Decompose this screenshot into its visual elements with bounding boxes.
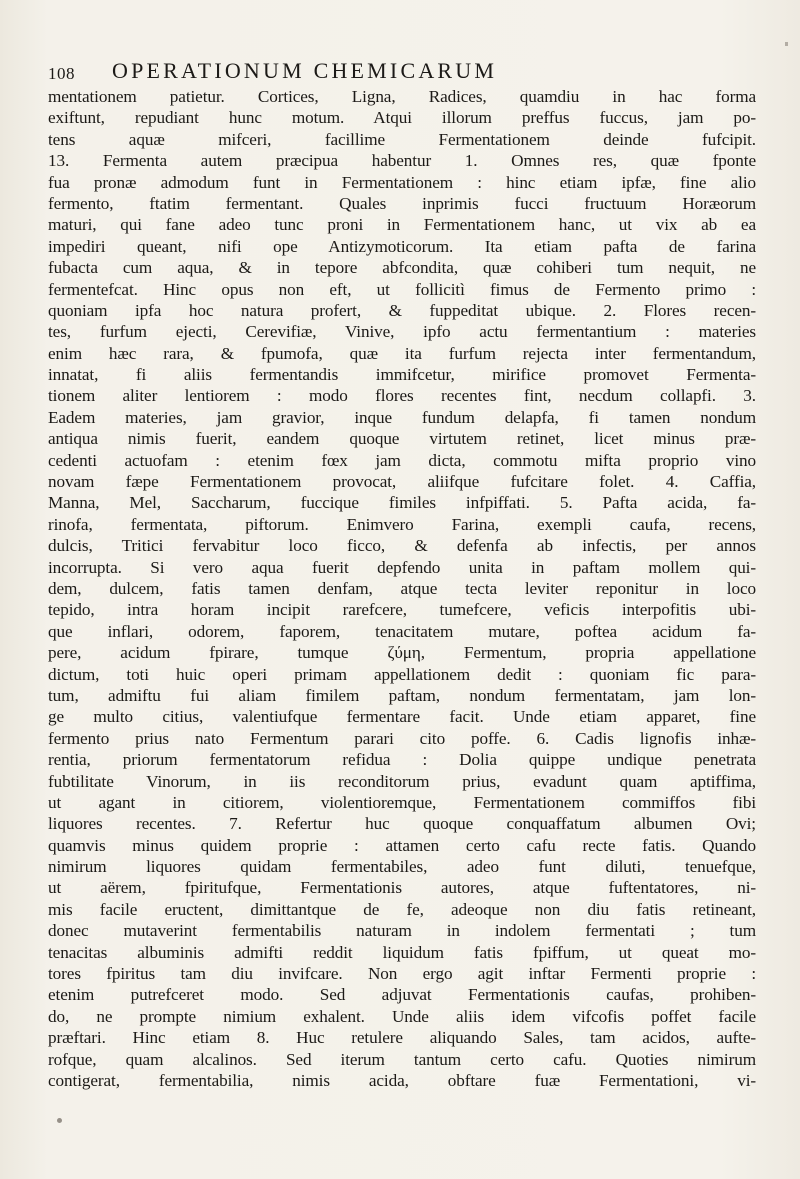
text-line: tens aquæ mifceri, facillime Fermentationem deinde fufcipit. (48, 129, 756, 149)
text-line: exiftunt, repudiant hunc motum. Atqui illorum preffus fuccus, jam po- (48, 108, 756, 128)
text-line: dictum, toti huic operi primam appellationem dedit : quoniam fic para- (48, 664, 756, 684)
text-line: ge multo citius, valentiufque fermentare facit. Unde etiam apparet, fine (48, 707, 756, 727)
text-line: fubtilitate Vinorum, in iis reconditorum prius, evadunt quam aptiffima, (48, 771, 756, 791)
running-head: OPERATIONUM CHEMICARUM (112, 58, 498, 83)
text-line: ut aërem, fpiritufque, Fermentationis autores, atque fuftentatores, ni- (48, 878, 756, 898)
text-line: præftari. Hinc etiam 8. Huc retulere aliquando Sales, tam acidos, aufte- (48, 1028, 756, 1048)
text-line: tores fpiritus tam diu invifcare. Non ergo agit inftar Fermenti proprie : (48, 964, 756, 984)
text-line: Eadem materies, jam gravior, inque fundum delapfa, fi tamen nondum (48, 407, 756, 427)
text-line: fermento, ftatim fermentant. Quales inprimis fucci fructuum Horæorum (48, 193, 756, 213)
text-line: mentationem patietur. Cortices, Ligna, Radices, quamdiu in hac forma (48, 87, 756, 106)
text-line: rentia, priorum fermentatorum refidua : Dolia quippe undique penetrata (48, 750, 756, 770)
text-line: do, ne prompte nimium exhalent. Unde aliis idem vifcofis poffet facile (48, 1006, 756, 1026)
text-line: etenim putrefceret modo. Sed adjuvat Fermentationis caufas, prohiben- (48, 985, 756, 1005)
text-line: tum, admiftu fui aliam fimilem paftam, nondum fermentatam, jam lon- (48, 685, 756, 705)
text-line: antiqua nimis fuerit, eandem quoque virtutem retinet, licet minus præ- (48, 429, 756, 449)
text-line: novam fæpe Fermentationem provocat, aliifque fufcitare folet. 4. Caffia, (48, 472, 756, 492)
page-header (48, 58, 748, 88)
text-line: pere, acidum fpirare, tumque ζύμη, Fermentum, propria appellatione (48, 643, 756, 663)
text-line: innatat, fi aliis fermentandis immifcetur, mirifice promovet Fermenta- (48, 365, 756, 385)
text-line: rinofa, fermentata, piftorum. Enimvero Farina, exempli caufa, recens, (48, 514, 756, 534)
paper-speck (785, 42, 788, 46)
text-line: contigerat, fermentabilia, nimis acida, obftare fuæ Fermentationi, vi- (48, 1070, 756, 1090)
text-line: fermentefcat. Hinc opus non eft, ut follicitì fimus de Fermento primo : (48, 279, 756, 299)
text-line: maturi, qui fane adeo tunc proni in Fermentationem hanc, ut vix ab ea (48, 215, 756, 235)
text-line: ut agant in citiorem, violentioremque, Fermentationem commiffos fibi (48, 792, 756, 812)
text-line: donec mutaverint fermentabilis naturam in indolem fermentati ; tum (48, 921, 756, 941)
text-line: tes, furfum ejecti, Cerevifiæ, Vinive, ipfo actu fermentantium : materies (48, 322, 756, 342)
text-line: quamvis minus quidem proprie : attamen certo cafu recte fatis. Quando (48, 835, 756, 855)
text-line: Manna, Mel, Saccharum, fuccique fimiles infpiffati. 5. Pafta acida, fa- (48, 493, 756, 513)
text-line: cedenti actuofam : etenim fœx jam dicta, commotu mifta proprio vino (48, 450, 756, 470)
text-line: tionem aliter lentiorem : modo flores recentes fint, necdum collapfi. 3. (48, 386, 756, 406)
ink-smudge (57, 1118, 62, 1123)
text-line: liquores recentes. 7. Refertur huc quoque conquaffatum albumen Ovi; (48, 814, 756, 834)
body-text (48, 86, 756, 1091)
text-line: nimirum liquores quidam fermentabiles, adeo funt diluti, tenuefque, (48, 857, 756, 877)
page-number: 108 (48, 64, 75, 83)
text-line: 13. Fermenta autem præcipua habentur 1. Omnes res, quæ fponte (48, 151, 756, 171)
text-line: fermento prius nato Fermentum parari cito poffe. 6. Cadis lignofis inhæ- (48, 728, 756, 748)
text-line: incorrupta. Si vero aqua fuerit depfendo unita in paftam mollem qui- (48, 557, 756, 577)
text-line: dem, dulcem, fatis tamen denfam, atque tecta leviter reponitur in loco (48, 578, 756, 598)
text-line: tenacitas albuminis admifti reddit liquidum fatis fpiffum, ut queat mo- (48, 942, 756, 962)
text-line: mis facile eructent, dimittantque de fe, adeoque non diu fatis retineant, (48, 899, 756, 919)
text-line: tepido, intra horam incipit rarefcere, tumefcere, veficis interpofitis ubi- (48, 600, 756, 620)
text-line: rofque, quam alcalinos. Sed iterum tantum certo cafu. Quoties nimirum (48, 1049, 756, 1069)
text-line: dulcis, Tritici fervabitur loco ficco, & defenfa ab infectis, per annos (48, 536, 756, 556)
text-line: fua pronæ admodum funt in Fermentationem : hinc etiam ipfæ, fine alio (48, 172, 756, 192)
text-line: fubacta cum aqua, & in tepore abfcondita, quæ cohiberi tum nequit, ne (48, 258, 756, 278)
text-line: impediri queant, nifi ope Antizymoticorum. Ita etiam pafta de farina (48, 236, 756, 256)
text-line: quoniam ipfa hoc natura profert, & fuppeditat ubique. 2. Flores recen- (48, 300, 756, 320)
text-line: que inflari, odorem, faporem, tenacitatem mutare, poftea acidum fa- (48, 621, 756, 641)
text-line: enim hæc rara, & fpumofa, quæ ita furfum rejecta inter fermentandum, (48, 343, 756, 363)
